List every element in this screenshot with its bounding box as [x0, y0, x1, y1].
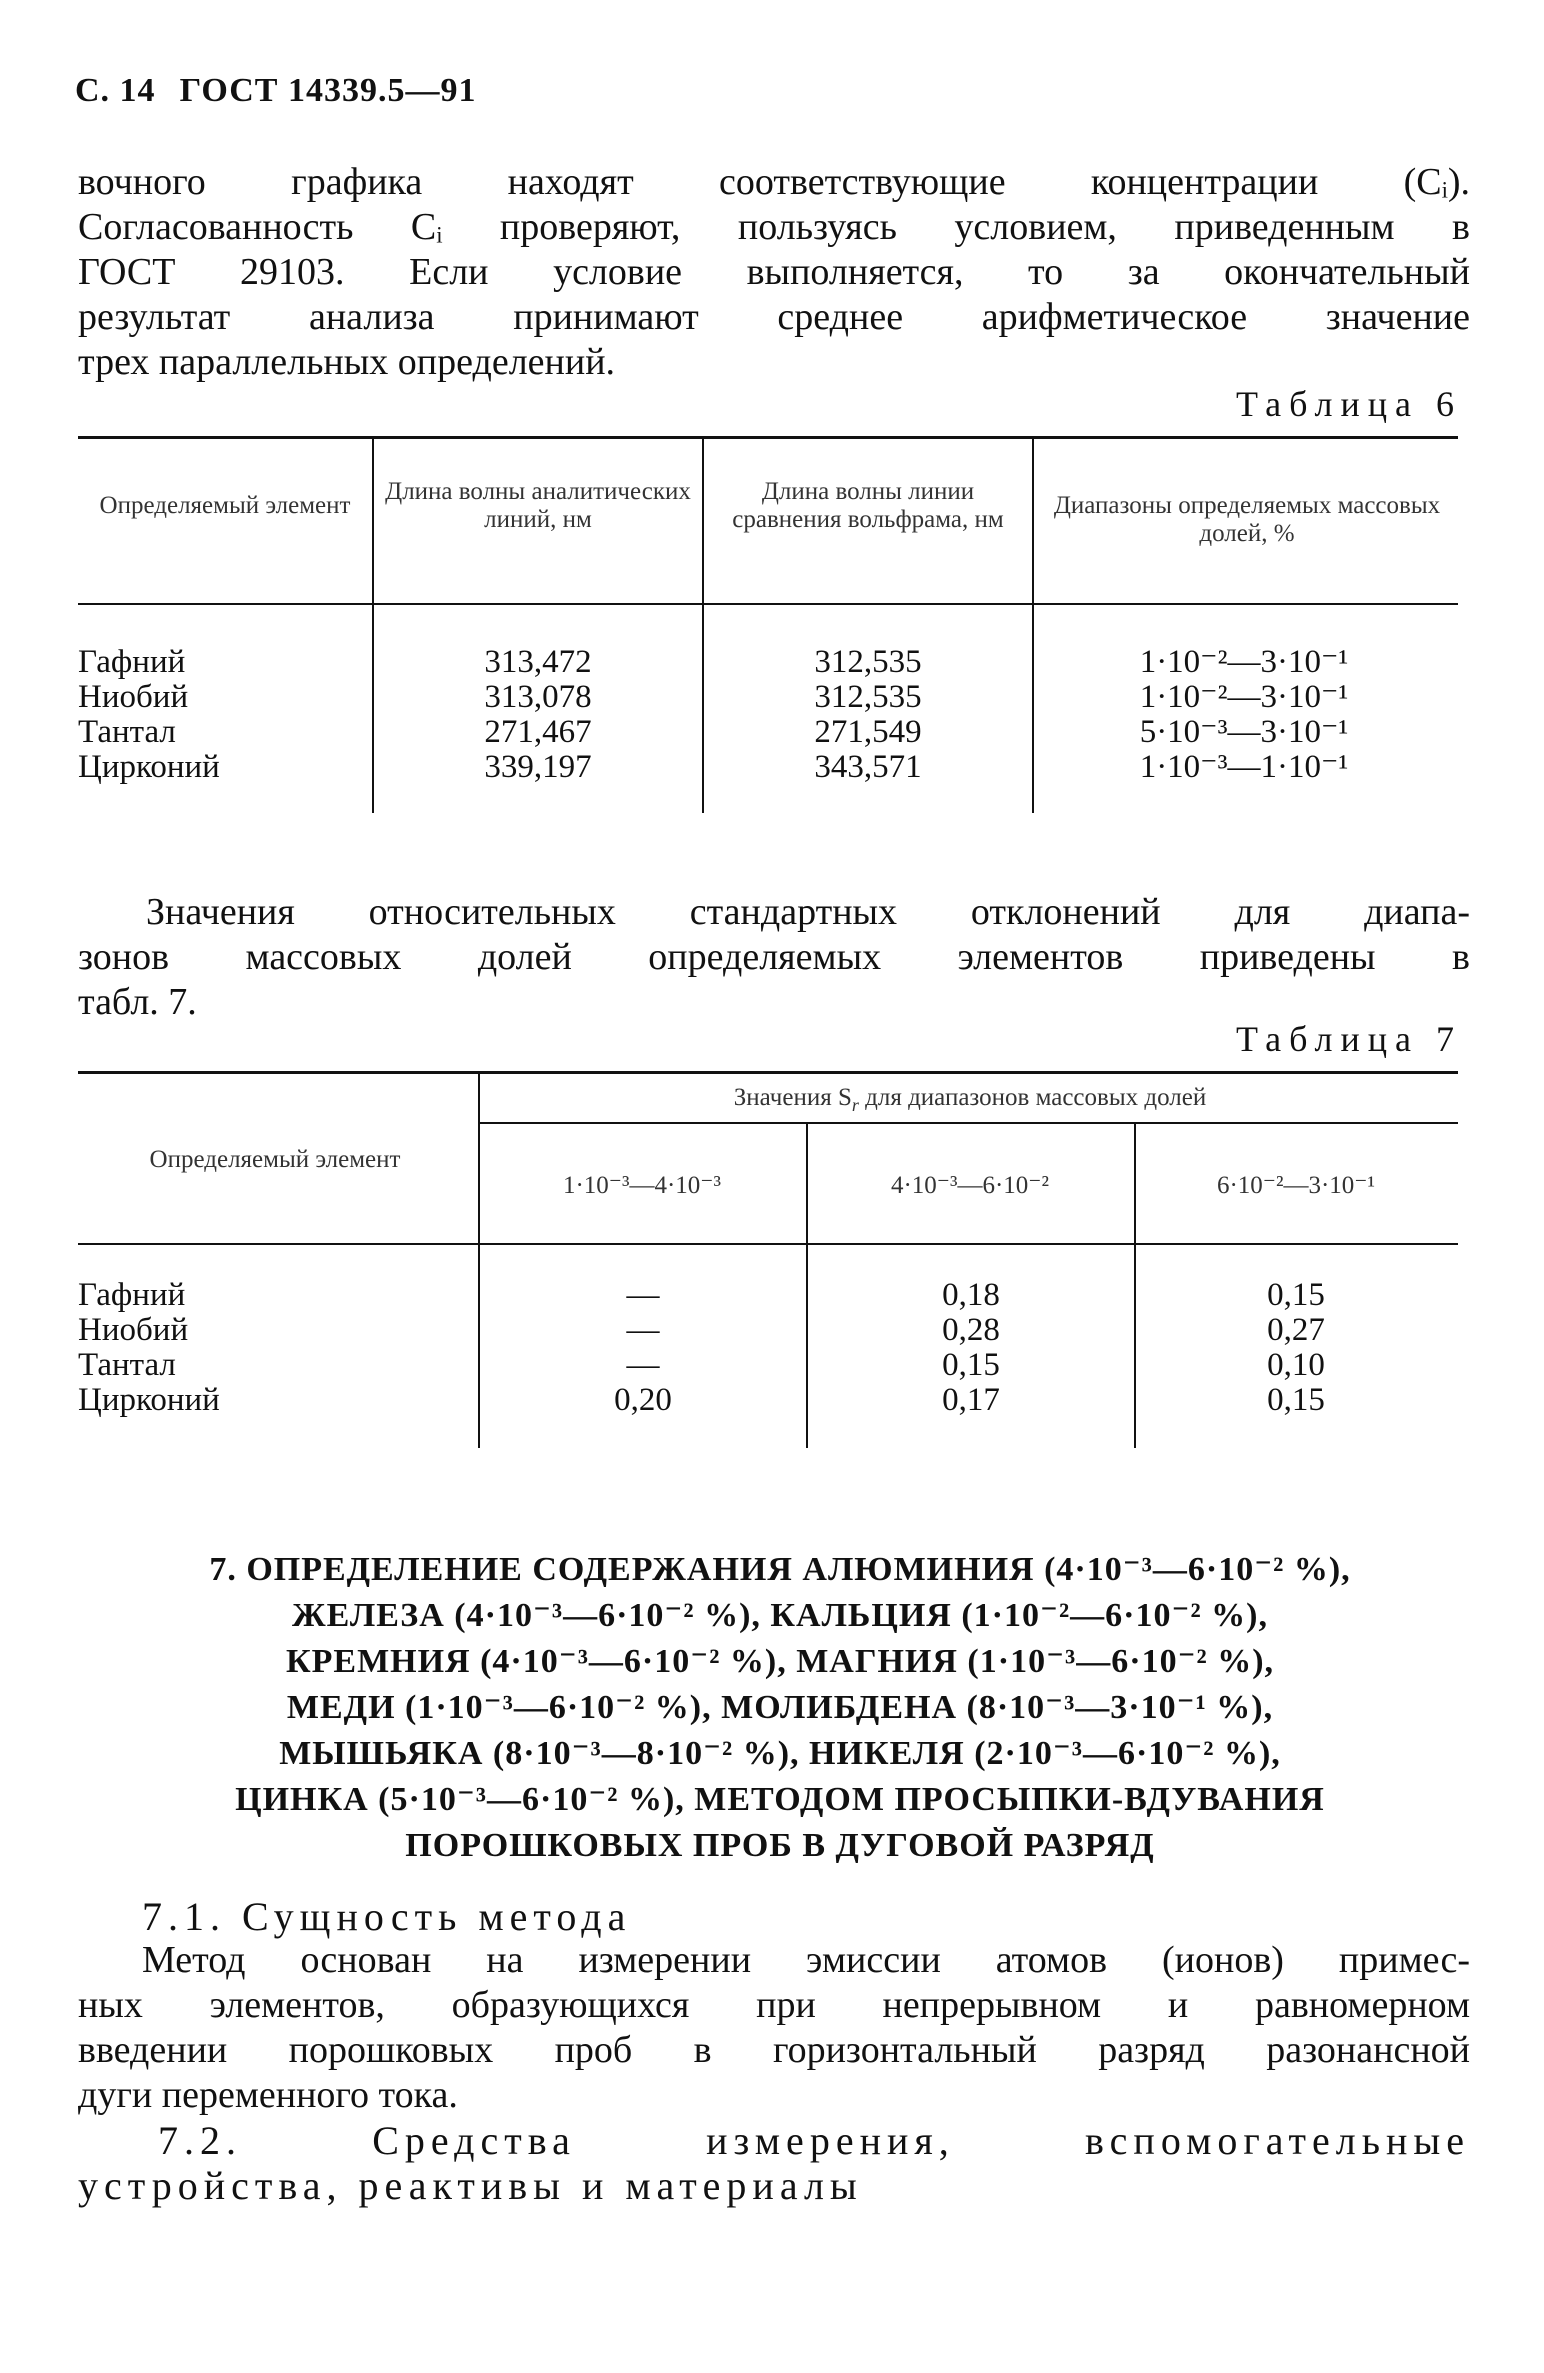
- table-cell: 0,15: [942, 1347, 1000, 1383]
- header-group-text: Значения S: [733, 1084, 852, 1111]
- table7-header-col3: 6·10⁻²—3·10⁻¹: [1216, 1172, 1376, 1199]
- table-cell: 0,20: [614, 1382, 672, 1418]
- table-cell: 271,549: [814, 714, 922, 750]
- header-group-rest: для диапазонов массовых долей: [858, 1084, 1207, 1111]
- table-cell: 312,535: [814, 644, 922, 680]
- table-cell: Цирконий: [78, 749, 220, 785]
- text-line: дуги переменного тока.: [78, 2074, 458, 2116]
- table-cell: —: [626, 1312, 660, 1348]
- table7-header-group: [490, 1084, 1450, 1119]
- table-cell: 1·10⁻³—1·10⁻¹: [1139, 749, 1349, 785]
- table6-caption: Таблица 6: [1236, 384, 1462, 424]
- text-line: Значения относительных стандартных отклонений для диапа-: [146, 891, 1470, 933]
- table7-col1: [480, 1278, 806, 1418]
- text-line: Согласованность Cᵢ проверяют, пользуясь условием, приведенным в: [78, 206, 1470, 248]
- table6-header-range: Диапазоны определяемых массовых долей, %: [1053, 492, 1441, 547]
- subsection-7-1-title: 7.1. Сущность метода: [142, 1894, 632, 1939]
- table6-element-column: [78, 645, 368, 785]
- table6-header-element: Определяемый элемент: [99, 492, 351, 519]
- table-cell: 271,467: [484, 714, 592, 750]
- table7-group-rule: [480, 1122, 1458, 1124]
- table6-comparison-column: [704, 645, 1032, 785]
- text-line: вочного графика находят соответствующие концентрации (Cᵢ).: [78, 161, 1470, 203]
- text-line: ГОСТ 29103. Если условие выполняется, то за окончательный: [78, 251, 1470, 293]
- table-cell: Ниобий: [78, 1312, 189, 1348]
- page-number: С. 14: [75, 72, 156, 109]
- table-cell: 0,17: [942, 1382, 1000, 1418]
- intro-paragraph: [78, 160, 1470, 385]
- text-line: ных элементов, образующихся при непрерывном и равномерном: [78, 1984, 1470, 2026]
- section7-heading: [90, 1547, 1470, 1869]
- table-cell: —: [626, 1347, 660, 1383]
- table6-header-analytic: Длина волны аналитических линий, нм: [385, 478, 691, 533]
- table-cell: 0,28: [942, 1312, 1000, 1348]
- standard-number: ГОСТ 14339.5—91: [179, 72, 477, 109]
- table6-range-column: [1034, 645, 1454, 785]
- table-cell: 1·10⁻²—3·10⁻¹: [1139, 679, 1349, 715]
- table6-top-rule: [78, 436, 1458, 439]
- table-cell: Тантал: [78, 1347, 176, 1383]
- table-cell: 0,10: [1267, 1347, 1325, 1383]
- table7-top-rule: [78, 1071, 1458, 1074]
- table6-header-comparison: Длина волны линии сравнения вольфрама, нм: [732, 478, 1004, 533]
- table7-header-rule: [78, 1243, 1458, 1245]
- table7-header-col2: 4·10⁻³—6·10⁻²: [890, 1172, 1050, 1199]
- table7-header-col1: 1·10⁻³—4·10⁻³: [562, 1172, 722, 1199]
- table7-col2: [808, 1278, 1134, 1418]
- table-cell: 5·10⁻³—3·10⁻¹: [1139, 714, 1349, 750]
- table-cell: 1·10⁻²—3·10⁻¹: [1139, 644, 1349, 680]
- text-line: табл. 7.: [78, 981, 197, 1023]
- table-cell: 313,472: [484, 644, 592, 680]
- table7-element-column: [78, 1278, 468, 1418]
- heading-line: ЖЕЛЕЗА (4·10⁻³—6·10⁻² %), КАЛЬЦИЯ (1·10⁻²—6·10⁻² %),: [292, 1597, 1268, 1634]
- table7-header-element: Определяемый элемент: [149, 1146, 401, 1173]
- heading-line: МЫШЬЯКА (8·10⁻³—8·10⁻² %), НИКЕЛЯ (2·10⁻³—6·10⁻² %),: [279, 1735, 1281, 1772]
- table-cell: Гафний: [78, 644, 186, 680]
- table6-header-rule: [78, 603, 1458, 605]
- heading-line: КРЕМНИЯ (4·10⁻³—6·10⁻² %), МАГНИЯ (1·10⁻³—6·10⁻² %),: [285, 1643, 1275, 1680]
- subsection-7-1-text: [78, 1938, 1470, 2118]
- table-cell: 0,15: [1267, 1277, 1325, 1313]
- table-cell: Гафний: [78, 1277, 186, 1313]
- heading-line: 7. ОПРЕДЕЛЕНИЕ СОДЕРЖАНИЯ АЛЮМИНИЯ (4·10⁻³—6·10⁻² %),: [209, 1551, 1351, 1588]
- text-line: устройства, реактивы и материалы: [78, 2163, 863, 2208]
- text-line: зонов массовых долей определяемых элементов приведены в: [78, 936, 1470, 978]
- page-header: [75, 72, 476, 110]
- table-cell: 0,18: [942, 1277, 1000, 1313]
- subsection-7-2-title: [78, 2118, 1470, 2208]
- table-cell: Ниобий: [78, 679, 189, 715]
- table7-col3: [1136, 1278, 1456, 1418]
- text-line: введении порошковых проб в горизонтальный разряд разонансной: [78, 2029, 1470, 2071]
- middle-paragraph: [78, 890, 1470, 1025]
- header-group-sub: r: [851, 1095, 859, 1115]
- table-cell: 339,197: [484, 749, 592, 785]
- text-line: трех параллельных определений.: [78, 341, 616, 383]
- text-line: 7.2. Средства измерения, вспомогательные: [158, 2118, 1470, 2163]
- table-cell: 313,078: [484, 679, 592, 715]
- text-line: Метод основан на измерении эмиссии атомов (ионов) примес-: [142, 1939, 1470, 1981]
- heading-line: МЕДИ (1·10⁻³—6·10⁻² %), МОЛИБДЕНА (8·10⁻³—3·10⁻¹ %),: [286, 1689, 1274, 1726]
- table-cell: 0,15: [1267, 1382, 1325, 1418]
- heading-line: ЦИНКА (5·10⁻³—6·10⁻² %), МЕТОДОМ ПРОСЫПКИ-ВДУВАНИЯ: [235, 1781, 1325, 1818]
- table-cell: 343,571: [814, 749, 922, 785]
- table-cell: 0,27: [1267, 1312, 1325, 1348]
- heading-line: ПОРОШКОВЫХ ПРОБ В ДУГОВОЙ РАЗРЯД: [405, 1827, 1155, 1864]
- table-cell: Тантал: [78, 714, 176, 750]
- text-line: результат анализа принимают среднее арифметическое значение: [78, 296, 1470, 338]
- table-cell: —: [626, 1277, 660, 1313]
- table-cell: Цирконий: [78, 1382, 220, 1418]
- table6-analytic-column: [374, 645, 702, 785]
- table7-caption: Таблица 7: [1236, 1019, 1462, 1059]
- table-cell: 312,535: [814, 679, 922, 715]
